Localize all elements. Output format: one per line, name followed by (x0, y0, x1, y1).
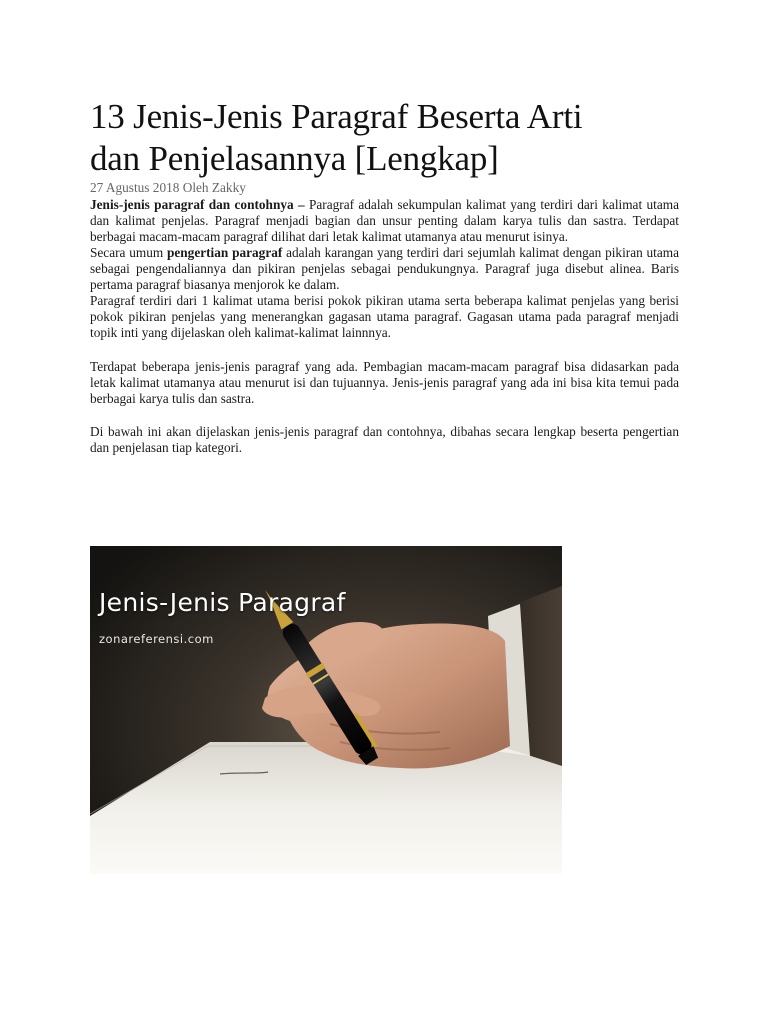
intro-lead: Jenis-jenis paragraf dan contohnya – (90, 197, 305, 212)
spacer (90, 341, 679, 359)
intro-text: Paragraf adalah sekumpulan kalimat yang terdiri dari kalimat utama dan kalimat penjelas. Paragraf menjadi bagian dan unsur penting dalam karya tulis dan sastra. Terdapat berbagai macam-macam paragraf dilihat dari letak kalimat utamanya atau menurut isinya. (90, 197, 679, 244)
image-site-watermark: zonareferensi.com (99, 632, 214, 646)
definition-bold: pengertian paragraf (166, 245, 283, 260)
article-meta: 27 Agustus 2018 Oleh Zakky (90, 180, 246, 195)
paragraph-structure: Paragraf terdiri dari 1 kalimat utama berisi pokok pikiran utama serta beberapa kalimat penjelas yang berisi pokok pikiran penjelas yang menerangkan gagasan utama paragraf. Gagasan utama pada paragraf menjadi topik inti yang dijelaskan oleh kalimat-kalimat lainnnya. (90, 293, 679, 340)
paragraph-intro (90, 197, 679, 245)
article-image (90, 546, 562, 874)
paragraph-outline: Di bawah ini akan dijelaskan jenis-jenis paragraf dan contohnya, dibahas secara lengkap beserta pengertian dan penjelasan tiap kategori. (90, 424, 679, 455)
definition-before: Secara umum (90, 245, 167, 260)
image-title: Jenis-Jenis Paragraf (99, 588, 346, 617)
paragraph-definition (90, 245, 679, 293)
definition-after: adalah karangan yang terdiri dari sejumlah kalimat dengan pikiran utama sebagai pengendaliannya dan pikiran penjelas sebagai pendukungnya. Paragraf juga disebut alinea. Baris pertama paragraf biasanya menjorok ke dalam. (90, 245, 680, 292)
article-title (90, 96, 679, 180)
article-title-line-1: 13 Jenis-Jenis Paragraf Beserta Arti (90, 97, 583, 136)
article-title-line-2: dan Penjelasannya [Lengkap] (90, 139, 499, 178)
article (90, 96, 679, 456)
spacer (90, 407, 679, 424)
paragraph-types: Terdapat beberapa jenis-jenis paragraf yang ada. Pembagian macam-macam paragraf bisa didasarkan pada letak kalimat utamanya atau menurut isi dan tujuannya. Jenis-jenis paragraf yang ada ini bisa kita temui pada berbagai karya tulis dan sastra. (90, 359, 679, 406)
